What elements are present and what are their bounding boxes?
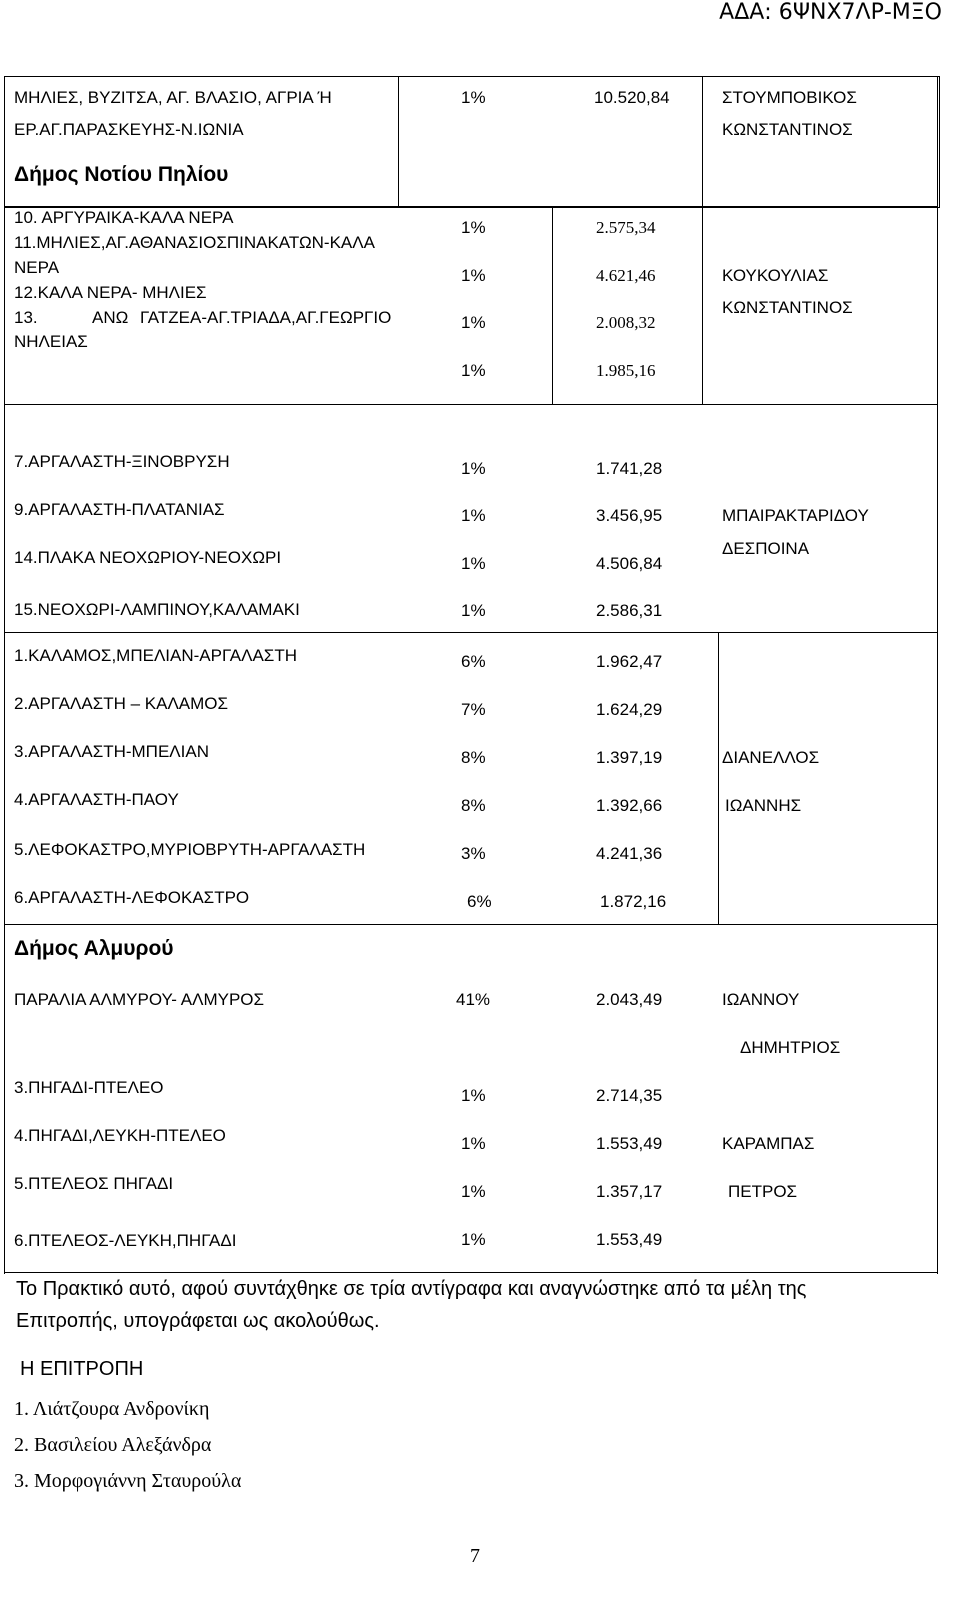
percent-cell: 1% [461, 1134, 486, 1153]
person-cell: ΙΩΑΝΝΟΥ [722, 990, 800, 1009]
amount-cell: 1.553,49 [596, 1134, 663, 1153]
percent-cell: 1% [461, 459, 486, 478]
percent-cell: 1% [461, 361, 486, 380]
person-cell: ΙΩΑΝΝΗΣ [725, 796, 802, 815]
amount-cell: 2.008,32 [596, 313, 656, 332]
area-cell: ΑΝΩ [92, 308, 129, 327]
person-cell: ΔΗΜΗΤΡΙΟΣ [740, 1038, 841, 1057]
closing-text-line2: Επιτροπής, υπογράφεται ως ακολούθως. [16, 1310, 380, 1332]
percent-cell: 8% [461, 796, 486, 815]
table-frame-upper-col [398, 76, 399, 206]
amount-cell: 1.397,19 [596, 748, 663, 767]
committee-member: 2. Βασιλείου Αλεξάνδρα [14, 1434, 212, 1456]
page-number: 7 [470, 1545, 480, 1567]
percent-cell: 1% [461, 506, 486, 525]
percent-cell: 6% [467, 892, 492, 911]
closing-text-line1: Το Πρακτικό αυτό, αφού συντάχθηκε σε τρία αντίγραφα και αναγνώστηκε από τα μέλη της [16, 1278, 807, 1300]
area-cell: 4.ΠΗΓΑΔΙ,ΛΕΥΚΗ-ΠΤΕΛΕΟ [14, 1126, 226, 1145]
area-cell: 10. ΑΡΓΥΡΑΙΚΑ-ΚΑΛΑ ΝΕΡΑ [14, 208, 234, 227]
area-cell: ΠΑΡΑΛΙΑ ΑΛΜΥΡΟΥ- ΑΛΜΥΡΟΣ [14, 990, 265, 1009]
percent-cell: 1% [461, 1230, 486, 1249]
area-cell: ΓΑΤΖΕΑ-ΑΓ.ΤΡΙΑΔΑ,ΑΓ.ΓΕΩΡΓΙΟ [140, 308, 392, 327]
amount-cell: 1.962,47 [596, 652, 663, 671]
amount-cell: 4.506,84 [596, 554, 663, 573]
person-cell: ΚΑΡΑΜΠΑΣ [722, 1134, 815, 1153]
table-frame-left [4, 76, 5, 1274]
percent-cell: 41% [456, 990, 491, 1009]
amount-cell: 2.586,31 [596, 601, 663, 620]
table-frame-heading-divider [4, 924, 938, 925]
area-cell: 6.ΑΡΓΑΛΑΣΤΗ-ΛΕΦΟΚΑΣΤΡΟ [14, 888, 250, 907]
ada-code: ΑΔΑ: 6ΨΝΧ7ΛΡ-ΜΞΟ [719, 0, 942, 25]
person-cell: ΚΟΥΚΟΥΛΙΑΣ [722, 266, 829, 285]
amount-cell: 4.241,36 [596, 844, 663, 863]
table-frame-right [937, 76, 938, 1274]
percent-cell: 1% [461, 554, 486, 573]
area-cell: 15.ΝΕΟΧΩΡΙ-ΛΑΜΠΙΝΟΥ,ΚΑΛΑΜΑΚΙ [14, 600, 300, 619]
percent-cell: 1% [461, 266, 486, 285]
committee-member: 1. Λιάτζουρα Ανδρονίκη [14, 1398, 210, 1420]
percent-cell: 1% [461, 1182, 486, 1201]
table-frame-sec4-col [718, 632, 719, 924]
area-cell: 14.ΠΛΑΚΑ ΝΕΟΧΩΡΙΟΥ-ΝΕΟΧΩΡΙ [14, 548, 282, 567]
person-cell: ΔΙΑΝΕΛΛΟΣ [722, 748, 820, 767]
amount-cell: 3.456,95 [596, 506, 663, 525]
area-cell: 12.ΚΑΛΑ ΝΕΡΑ- ΜΗΛΙΕΣ [14, 283, 207, 302]
amount-cell: 1.624,29 [596, 700, 663, 719]
area-cell: 11.ΜΗΛΙΕΣ,ΑΓ.ΑΘΑΝΑΣΙΟΣΠΙΝΑΚΑΤΩΝ-ΚΑΛΑ [14, 233, 375, 252]
amount-cell: 1.985,16 [596, 361, 656, 380]
percent-cell: 3% [461, 844, 486, 863]
percent-cell: 7% [461, 700, 486, 719]
area-cell: 3.ΑΡΓΑΛΑΣΤΗ-ΜΠΕΛΙΑΝ [14, 742, 209, 761]
amount-cell: 10.520,84 [594, 88, 670, 107]
person-cell: ΚΩΝΣΤΑΝΤΙΝΟΣ [722, 298, 853, 317]
percent-cell: 1% [461, 88, 486, 107]
amount-cell: 2.043,49 [596, 990, 663, 1009]
amount-cell: 4.621,46 [596, 266, 656, 285]
table-frame-bottom [4, 1272, 938, 1273]
table-frame-upper-col2 [702, 76, 703, 206]
percent-cell: 6% [461, 652, 486, 671]
area-cell: ΝΗΛΕΙΑΣ [14, 332, 88, 351]
percent-cell: 8% [461, 748, 486, 767]
person-cell: ΣΤΟΥΜΠΟΒΙΚΟΣ [722, 88, 857, 107]
municipality-heading: Δήμος Αλμυρού [14, 937, 174, 960]
table-frame-mid-col2 [702, 206, 703, 404]
percent-cell: 1% [461, 1086, 486, 1105]
amount-cell: 1.553,49 [596, 1230, 663, 1249]
table-frame-mid-bottom [4, 404, 938, 405]
person-cell: ΠΕΤΡΟΣ [728, 1182, 798, 1201]
area-cell: 13. [14, 308, 38, 327]
committee-member: 3. Μορφογιάννη Σταυρούλα [14, 1470, 242, 1492]
amount-cell: 2.575,34 [596, 218, 656, 237]
municipality-heading: Δήμος Νοτίου Πηλίου [14, 163, 229, 186]
amount-cell: 1.392,66 [596, 796, 663, 815]
area-cell: 7.ΑΡΓΑΛΑΣΤΗ-ΞΙΝΟΒΡΥΣΗ [14, 452, 230, 471]
person-cell: ΚΩΝΣΤΑΝΤΙΝΟΣ [722, 120, 853, 139]
area-cell: 6.ΠΤΕΛΕΟΣ-ΛΕΥΚΗ,ΠΗΓΑΔΙ [14, 1231, 237, 1250]
person-cell: ΜΠΑΙΡΑΚΤΑΡΙΔΟΥ [722, 506, 869, 525]
percent-cell: 1% [461, 601, 486, 620]
amount-cell: 2.714,35 [596, 1086, 663, 1105]
percent-cell: 1% [461, 313, 486, 332]
area-cell: 9.ΑΡΓΑΛΑΣΤΗ-ΠΛΑΤΑΝΙΑΣ [14, 500, 225, 519]
area-cell: 1.ΚΑΛΑΜΟΣ,ΜΠΕΛΙΑΝ-ΑΡΓΑΛΑΣΤΗ [14, 646, 297, 665]
table-frame-sec34-divider [4, 632, 938, 633]
area-cell: ΕΡ.ΑΓ.ΠΑΡΑΣΚΕΥΗΣ-Ν.ΙΩΝΙΑ [14, 120, 244, 139]
amount-cell: 1.741,28 [596, 459, 663, 478]
table-frame-upper-divider [4, 206, 938, 207]
committee-heading: Η ΕΠΙΤΡΟΠΗ [20, 1358, 144, 1380]
area-cell: ΜΗΛΙΕΣ, ΒΥΖΙΤΣΑ, ΑΓ. ΒΛΑΣΙΟ, ΑΓΡΙΑ Ή [14, 88, 332, 107]
amount-cell: 1.357,17 [596, 1182, 663, 1201]
area-cell: ΝΕΡΑ [14, 258, 60, 277]
area-cell: 3.ΠΗΓΑΔΙ-ΠΤΕΛΕΟ [14, 1078, 164, 1097]
amount-cell: 1.872,16 [600, 892, 667, 911]
area-cell: 5.ΛΕΦΟΚΑΣΤΡΟ,ΜΥΡΙΟΒΡΥΤΗ-ΑΡΓΑΛΑΣΤΗ [14, 840, 366, 859]
area-cell: 4.ΑΡΓΑΛΑΣΤΗ-ΠΑΟΥ [14, 790, 179, 809]
percent-cell: 1% [461, 218, 486, 237]
person-cell: ΔΕΣΠΟΙΝΑ [722, 539, 810, 558]
area-cell: 2.ΑΡΓΑΛΑΣΤΗ – ΚΑΛΑΜΟΣ [14, 694, 229, 713]
table-frame-mid-col [552, 206, 553, 404]
area-cell: 5.ΠΤΕΛΕΟΣ ΠΗΓΑΔΙ [14, 1174, 174, 1193]
